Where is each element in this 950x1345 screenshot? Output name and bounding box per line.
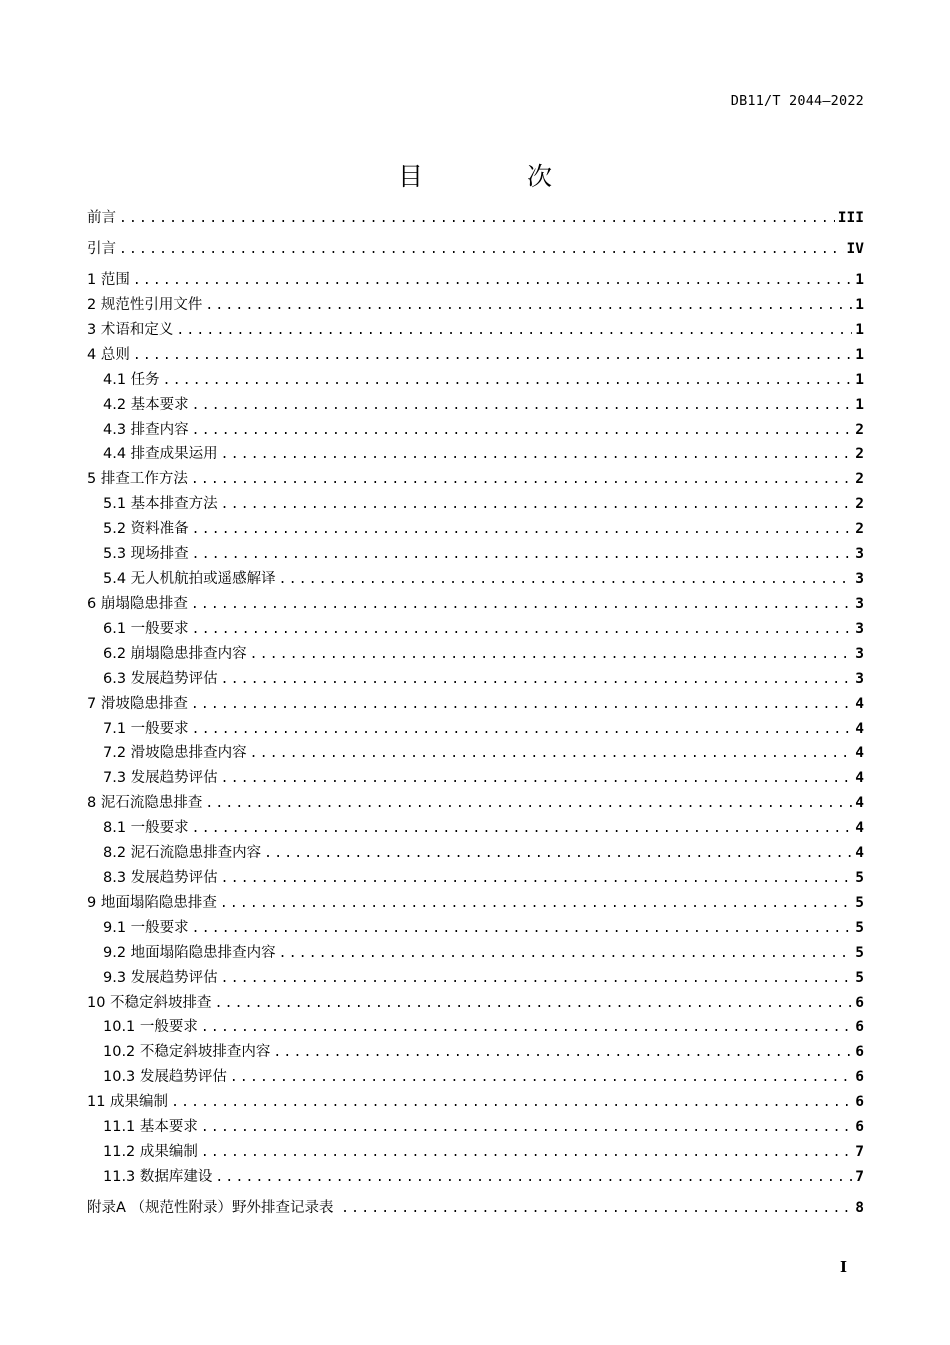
toc-entry-label: 9.3 发展趋势评估 (103, 970, 218, 986)
toc-entry-label: 4.1 任务 (103, 372, 160, 388)
toc-dot-leader (133, 270, 852, 292)
toc-dot-leader (191, 694, 852, 716)
toc-entry-page: 4 (855, 845, 864, 861)
toc-entry-label: 1 范围 (87, 272, 130, 288)
toc-dot-leader (163, 370, 853, 392)
toc-entry[interactable] (103, 967, 864, 989)
toc-entry-page: 4 (855, 721, 864, 737)
toc-entry-label: 引言 (87, 241, 116, 257)
toc-entry[interactable] (103, 493, 864, 515)
toc-dot-leader (119, 208, 835, 230)
toc-entry[interactable] (87, 319, 864, 341)
toc-entry-page: 6 (855, 1069, 864, 1085)
toc-entry-page: 4 (855, 770, 864, 786)
toc-entry-page: IV (846, 241, 864, 257)
toc-dot-leader (221, 868, 853, 890)
toc-dot-leader (192, 619, 853, 641)
toc-dot-leader (250, 743, 853, 765)
toc-entry[interactable] (103, 1116, 864, 1138)
toc-dot-leader (201, 1117, 852, 1139)
toc-entry-label: 9 地面塌陷隐患排查 (87, 895, 217, 911)
toc-dot-leader (273, 1042, 852, 1064)
toc-entry-page: 2 (855, 471, 864, 487)
toc-entry-page: 6 (855, 1019, 864, 1035)
toc-entry-label: 7.3 发展趋势评估 (103, 770, 218, 786)
toc-dot-leader (192, 519, 853, 541)
toc-entry-page: 3 (855, 596, 864, 612)
toc-entry[interactable] (103, 1141, 864, 1163)
toc-entry[interactable] (87, 344, 864, 366)
toc-entry-label: 3 术语和定义 (87, 322, 174, 338)
toc-entry-page: 8 (855, 1200, 864, 1216)
toc-entry-label: 5.2 资料准备 (103, 521, 189, 537)
toc-entry-label: 11.2 成果编制 (103, 1144, 198, 1160)
toc-entry-label: 10.2 不稳定斜坡排查内容 (103, 1044, 271, 1060)
toc-entry-label: 10 不稳定斜坡排查 (87, 995, 212, 1011)
toc-dot-leader (215, 1167, 852, 1189)
toc-dot-leader (250, 644, 853, 666)
toc-entry-page: 4 (855, 696, 864, 712)
toc-entry-label: 8.1 一般要求 (103, 820, 189, 836)
toc-entry[interactable] (103, 643, 864, 665)
toc-entry[interactable] (103, 842, 864, 864)
toc-entry-page: 1 (855, 397, 864, 413)
toc-entry[interactable] (103, 767, 864, 789)
toc-dot-leader (119, 239, 844, 261)
toc-entry[interactable] (87, 892, 864, 914)
toc-entry-page: 6 (855, 995, 864, 1011)
toc-entry[interactable] (103, 618, 864, 640)
toc-entry-label: 7.2 滑坡隐患排查内容 (103, 745, 247, 761)
toc-entry-label: 10.1 一般要求 (103, 1019, 198, 1035)
toc-entry[interactable] (103, 867, 864, 889)
toc-entry[interactable] (103, 369, 864, 391)
toc-entry-label: 10.3 发展趋势评估 (103, 1069, 227, 1085)
toc-entry[interactable] (103, 1016, 864, 1038)
toc-dot-leader (201, 1017, 852, 1039)
toc-entry-page: 2 (855, 496, 864, 512)
toc-dot-leader (221, 494, 853, 516)
toc-entry-label: 5.1 基本排查方法 (103, 496, 218, 512)
toc-dot-leader (192, 420, 853, 442)
toc-entry[interactable] (103, 718, 864, 740)
toc-entry-label: 4.3 排查内容 (103, 422, 189, 438)
toc-entry-page: 2 (855, 446, 864, 462)
toc-entry-label: 2 规范性引用文件 (87, 297, 203, 313)
toc-entry[interactable] (103, 543, 864, 565)
toc-entry-page: 4 (855, 795, 864, 811)
toc-dot-leader (221, 968, 853, 990)
toc-dot-leader (220, 893, 852, 915)
toc-entry-label: 4.4 排查成果运用 (103, 446, 218, 462)
toc-entry[interactable] (103, 917, 864, 939)
toc-dot-leader (221, 444, 853, 466)
toc-entry-label: 8.2 泥石流隐患排查内容 (103, 845, 262, 861)
toc-entry[interactable] (103, 817, 864, 839)
toc-entry-label: 5 排查工作方法 (87, 471, 188, 487)
toc-entry[interactable] (103, 942, 864, 964)
toc-entry[interactable] (87, 1091, 864, 1113)
toc-dot-leader (205, 793, 852, 815)
toc-entry-label: 6.1 一般要求 (103, 621, 189, 637)
toc-entry[interactable] (103, 1166, 864, 1188)
toc-entry-label: 6.3 发展趋势评估 (103, 671, 218, 687)
toc-entry-page: 1 (855, 372, 864, 388)
toc-entry-label: 附录A （规范性附录）野外排查记录表 (87, 1200, 339, 1216)
toc-entry-label: 4.2 基本要求 (103, 397, 189, 413)
toc-entry[interactable] (103, 1066, 864, 1088)
toc-entry[interactable] (103, 568, 864, 590)
toc-entry-label: 11.1 基本要求 (103, 1119, 198, 1135)
toc-entry-page: 3 (855, 621, 864, 637)
toc-entry-label: 9.1 一般要求 (103, 920, 189, 936)
toc-dot-leader (171, 1092, 852, 1114)
toc-entry-label: 6 崩塌隐患排查 (87, 596, 188, 612)
toc-dot-leader (230, 1067, 852, 1089)
toc-dot-leader (191, 594, 852, 616)
toc-entry-label: 11 成果编制 (87, 1094, 169, 1110)
toc-entry-label: 6.2 崩塌隐患排查内容 (103, 646, 247, 662)
toc-entry-page: 6 (855, 1119, 864, 1135)
toc-dot-leader (221, 768, 853, 790)
toc-entry-page: 7 (855, 1144, 864, 1160)
toc-entry[interactable] (103, 1041, 864, 1063)
toc-entry-page: 7 (855, 1169, 864, 1185)
toc-entry-page: 1 (855, 322, 864, 338)
toc-entry[interactable] (103, 419, 864, 441)
toc-dot-leader (279, 569, 853, 591)
toc-dot-leader (215, 993, 853, 1015)
toc-entry-page: 1 (855, 272, 864, 288)
toc-dot-leader (192, 395, 853, 417)
toc-entry[interactable] (87, 269, 864, 291)
toc-dot-leader (192, 544, 853, 566)
toc-entry-page: 5 (855, 945, 864, 961)
toc-entry[interactable] (87, 593, 864, 615)
toc-dot-leader (176, 320, 852, 342)
page-title: 目 次 (398, 162, 600, 191)
toc-entry[interactable] (87, 792, 864, 814)
toc-entry-label: 7 滑坡隐患排查 (87, 696, 188, 712)
toc-entry[interactable] (87, 468, 864, 490)
toc-entry-page: 2 (855, 422, 864, 438)
toc-entry-label: 8 泥石流隐患排查 (87, 795, 203, 811)
toc-entry[interactable] (103, 742, 864, 764)
toc-entry-page: 5 (855, 920, 864, 936)
toc-dot-leader (192, 719, 853, 741)
toc-entry-page: 5 (855, 895, 864, 911)
toc-entry-page: 5 (855, 970, 864, 986)
toc-entry[interactable] (103, 443, 864, 465)
page-number: I (840, 1258, 848, 1276)
toc-entry-page: 6 (855, 1044, 864, 1060)
toc-entry[interactable] (87, 238, 864, 260)
toc-dot-leader (264, 843, 852, 865)
toc-entry-page: III (837, 210, 864, 226)
toc-entry-label: 11.3 数据库建设 (103, 1169, 213, 1185)
toc-entry-page: 3 (855, 646, 864, 662)
toc-entry-label: 5.4 无人机航拍或遥感解译 (103, 571, 276, 587)
toc-dot-leader (192, 818, 853, 840)
toc-dot-leader (201, 1142, 852, 1164)
toc-entry-page: 1 (855, 297, 864, 313)
toc-entry[interactable] (87, 207, 864, 229)
toc-entry-label: 前言 (87, 210, 116, 226)
toc-entry[interactable] (103, 394, 864, 416)
toc-dot-leader (191, 469, 852, 491)
toc-entry-page: 1 (855, 347, 864, 363)
toc-entry-page: 6 (855, 1094, 864, 1110)
toc-entry-page: 4 (855, 820, 864, 836)
toc-entry-page: 3 (855, 546, 864, 562)
toc-entry[interactable] (87, 1197, 864, 1219)
toc-entry-page: 5 (855, 870, 864, 886)
toc-entry[interactable] (103, 668, 864, 690)
toc-dot-leader (221, 669, 853, 691)
toc-entry-label: 4 总则 (87, 347, 130, 363)
toc-dot-leader (192, 918, 853, 940)
toc-entry[interactable] (87, 294, 864, 316)
toc-dot-leader (279, 943, 853, 965)
toc-entry[interactable] (87, 693, 864, 715)
toc-entry-label: 8.3 发展趋势评估 (103, 870, 218, 886)
toc-dot-leader (341, 1198, 852, 1220)
toc-entry-page: 3 (855, 571, 864, 587)
toc-entry-label: 9.2 地面塌陷隐患排查内容 (103, 945, 276, 961)
toc-dot-leader (205, 295, 852, 317)
toc-entry-page: 3 (855, 671, 864, 687)
toc-entry-label: 7.1 一般要求 (103, 721, 189, 737)
toc-entry-label: 5.3 现场排查 (103, 546, 189, 562)
toc-entry[interactable] (103, 518, 864, 540)
toc-entry-page: 2 (855, 521, 864, 537)
document-code: DB11/T 2044—2022 (730, 93, 864, 109)
toc-entry-page: 4 (855, 745, 864, 761)
toc-dot-leader (133, 345, 852, 367)
toc-entry[interactable] (87, 992, 864, 1014)
